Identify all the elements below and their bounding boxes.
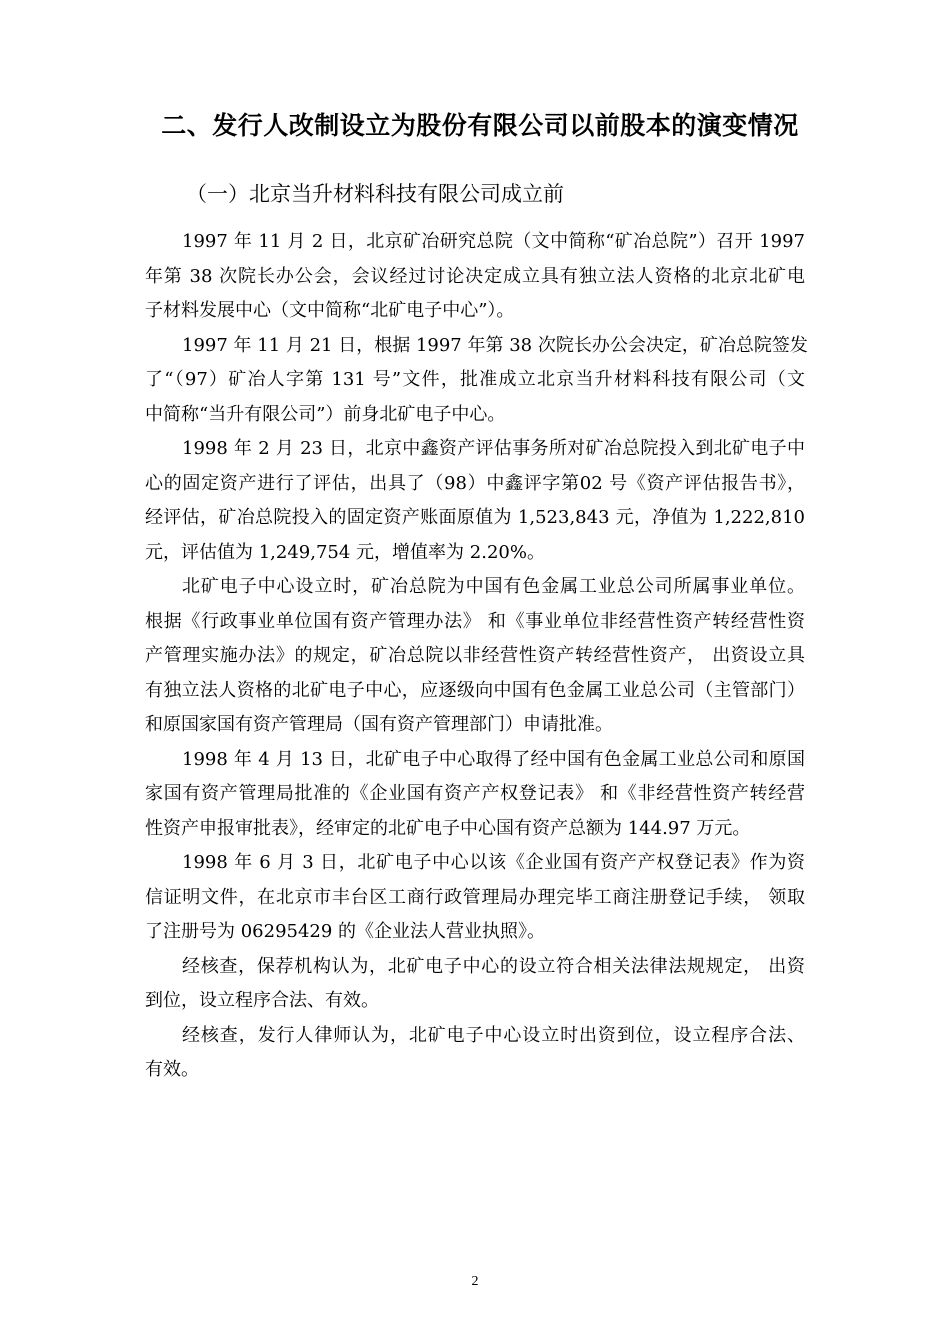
paragraph-line: 年第 38 次院长办公会，会议经过讨论决定成立具有独立法人资格的北京北矿电 <box>145 265 805 287</box>
subsection-heading: （一）北京当升材料科技有限公司成立前 <box>186 182 564 206</box>
paragraph <box>145 846 805 950</box>
paragraph-line: 了“（97）矿冶人字第 131 号”文件，批准成立北京当升材料科技有限公司（文 <box>145 369 805 390</box>
paragraph <box>145 743 805 847</box>
paragraph-line: 产管理实施办法》的规定，矿冶总院以非经营性资产转经营性资产， 出资设立具 <box>145 645 805 666</box>
paragraph-line: 1997 年 11 月 21 日，根据 1997 年第 38 次院长办公会决定，矿冶总院签发 <box>182 334 808 356</box>
paragraph <box>145 329 808 433</box>
paragraph-line: 1997 年 11 月 2 日，北京矿冶研究总院（文中简称“矿冶总院”）召开 1997 <box>182 231 805 252</box>
paragraph-line: 到位，设立程序合法、有效。 <box>145 990 379 1011</box>
paragraph-line: 北矿电子中心设立时，矿冶总院为中国有色金属工业总公司所属事业单位。 <box>182 576 805 597</box>
document-body <box>145 225 808 1088</box>
paragraph-line: 中简称“当升有限公司”）前身北矿电子中心。 <box>145 403 506 425</box>
paragraph-line: 1998 年 4 月 13 日，北矿电子中心取得了经中国有色金属工业总公司和原国 <box>182 748 805 770</box>
paragraph-line: 经评估，矿冶总院投入的固定资产账面原值为 1,523,843 元，净值为 1,222,810 <box>145 507 805 528</box>
paragraph <box>145 1019 805 1088</box>
paragraph-line: 有独立法人资格的北矿电子中心，应逐级向中国有色金属工业总公司（主管部门） <box>145 679 805 701</box>
paragraph-line: 心的固定资产进行了评估，出具了（98）中鑫评字第02 号《资产评估报告书》， <box>145 472 805 494</box>
paragraph <box>145 570 805 743</box>
section-heading: 二、发行人改制设立为股份有限公司以前股本的演变情况 <box>161 111 799 140</box>
paragraph-line: 1998 年 6 月 3 日，北矿电子中心以该《企业国有资产产权登记表》作为资 <box>182 852 805 873</box>
paragraph <box>145 950 805 1019</box>
paragraph-line: 元，评估值为 1,249,754 元，增值率为 2.20%。 <box>145 541 545 563</box>
paragraph-line: 信证明文件，在北京市丰台区工商行政管理局办理完毕工商注册登记手续， 领取 <box>145 886 805 908</box>
paragraph-line: 1998 年 2 月 23 日，北京中鑫资产评估事务所对矿冶总院投入到北矿电子中 <box>182 438 805 459</box>
paragraph-line: 性资产申报审批表》，经审定的北矿电子中心国有资产总额为 144.97 万元。 <box>145 817 751 839</box>
paragraph-line: 经核查，保荐机构认为，北矿电子中心的设立符合相关法律法规规定， 出资 <box>182 955 805 977</box>
paragraph-line: 和原国家国有资产管理局（国有资产管理部门）申请批准。 <box>145 714 613 735</box>
paragraph-line: 经核查，发行人律师认为，北矿电子中心设立时出资到位，设立程序合法、 <box>182 1024 805 1046</box>
paragraph <box>145 225 805 329</box>
page-number: 2 <box>471 1274 479 1289</box>
paragraph-line: 根据《行政事业单位国有资产管理办法》 和《事业单位非经营性资产转经营性资 <box>145 610 805 632</box>
paragraph <box>145 432 805 570</box>
paragraph-line: 了注册号为 06295429 的《企业法人营业执照》。 <box>145 921 546 942</box>
paragraph-line: 有效。 <box>145 1059 199 1080</box>
paragraph-line: 家国有资产管理局批准的《企业国有资产产权登记表》 和《非经营性资产转经营 <box>145 783 805 804</box>
paragraph-line: 子材料发展中心（文中简称“北矿电子中心”）。 <box>145 300 515 321</box>
